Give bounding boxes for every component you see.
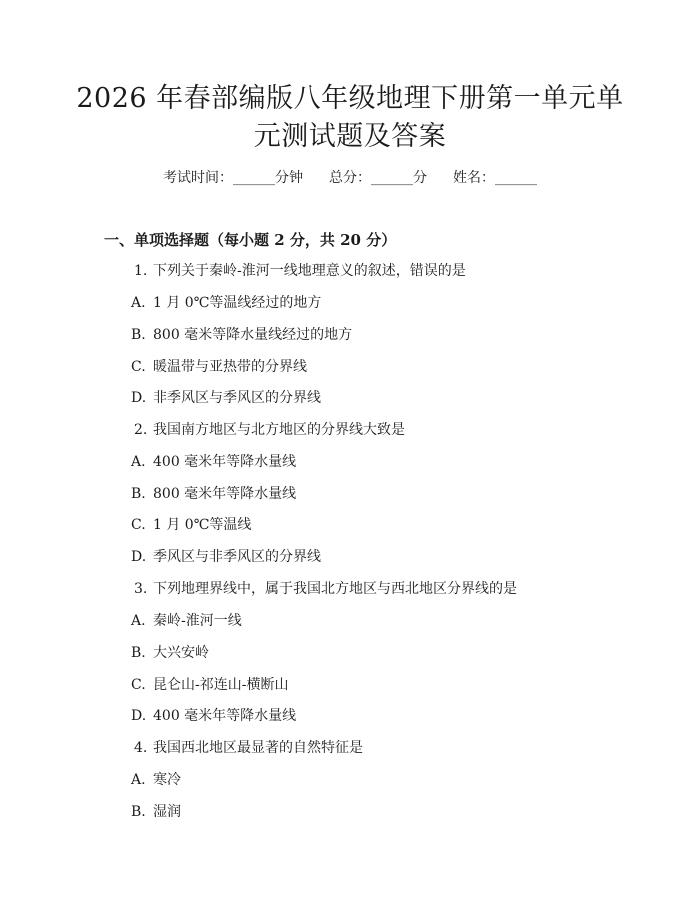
question-4 (134, 738, 363, 758)
question-number: 1. (134, 263, 148, 279)
option-text: 昆仑山-祁连山-横断山 (153, 677, 289, 693)
option-3b (131, 643, 209, 663)
option-1c (131, 357, 307, 377)
option-label: C. (131, 359, 146, 375)
question-1 (134, 261, 466, 281)
exam-meta (0, 168, 700, 188)
option-2d (131, 547, 321, 567)
document-title (60, 80, 640, 156)
option-4a (131, 770, 181, 790)
option-label: A. (131, 613, 146, 629)
option-1d (131, 388, 321, 408)
option-2c (131, 515, 251, 535)
question-text: 下列关于秦岭-淮河一线地理意义的叙述，错误的是 (153, 263, 466, 279)
option-text: 寒冷 (153, 772, 181, 788)
question-number: 2. (134, 422, 148, 438)
option-3a (131, 611, 242, 631)
option-2a (131, 452, 296, 472)
option-3d (131, 706, 296, 726)
question-2 (134, 420, 405, 440)
option-text: 1 月 0℃等温线 (153, 517, 252, 533)
option-label: D. (131, 708, 147, 724)
option-text: 大兴安岭 (153, 645, 209, 661)
question-number: 4. (134, 740, 148, 756)
option-2b (131, 484, 296, 504)
option-text: 暖温带与亚热带的分界线 (153, 359, 307, 375)
option-label: D. (131, 390, 147, 406)
option-text: 秦岭-淮河一线 (153, 613, 242, 629)
total-score-label: 总分：______分 (329, 170, 427, 186)
option-text: 400 毫米年等降水量线 (153, 454, 297, 470)
option-label: A. (131, 295, 146, 311)
option-3c (131, 675, 288, 695)
question-text: 下列地理界线中，属于我国北方地区与西北地区分界线的是 (153, 581, 517, 597)
option-label: A. (131, 454, 146, 470)
option-1a (131, 293, 321, 313)
question-text: 我国南方地区与北方地区的分界线大致是 (153, 422, 405, 438)
option-text: 非季风区与季风区的分界线 (153, 390, 321, 406)
question-text: 我国西北地区最显著的自然特征是 (153, 740, 363, 756)
section-heading: 一、单项选择题（每小题 2 分，共 20 分） (104, 231, 397, 249)
option-text: 湿润 (153, 804, 181, 820)
student-name-label: 姓名：______ (453, 170, 537, 186)
option-label: C. (131, 517, 146, 533)
option-text: 400 毫米年等降水量线 (153, 708, 297, 724)
option-4b (131, 802, 181, 822)
option-label: C. (131, 677, 146, 693)
option-text: 季风区与非季风区的分界线 (153, 549, 321, 565)
option-label: A. (131, 772, 146, 788)
title-line-2: 元测试题及答案 (253, 121, 447, 152)
title-line-1: 2026 年春部编版八年级地理下册第一单元单 (76, 83, 624, 114)
option-label: B. (131, 327, 146, 343)
option-label: B. (131, 486, 146, 502)
exam-time-label: 考试时间：______分钟 (163, 170, 303, 186)
option-label: D. (131, 549, 147, 565)
option-text: 800 毫米年等降水量线 (153, 486, 297, 502)
option-label: B. (131, 645, 146, 661)
option-1b (131, 325, 352, 345)
option-label: B. (131, 804, 146, 820)
question-number: 3. (134, 581, 148, 597)
question-3 (134, 579, 517, 599)
option-text: 800 毫米等降水量线经过的地方 (153, 327, 353, 343)
option-text: 1 月 0℃等温线经过的地方 (153, 295, 322, 311)
